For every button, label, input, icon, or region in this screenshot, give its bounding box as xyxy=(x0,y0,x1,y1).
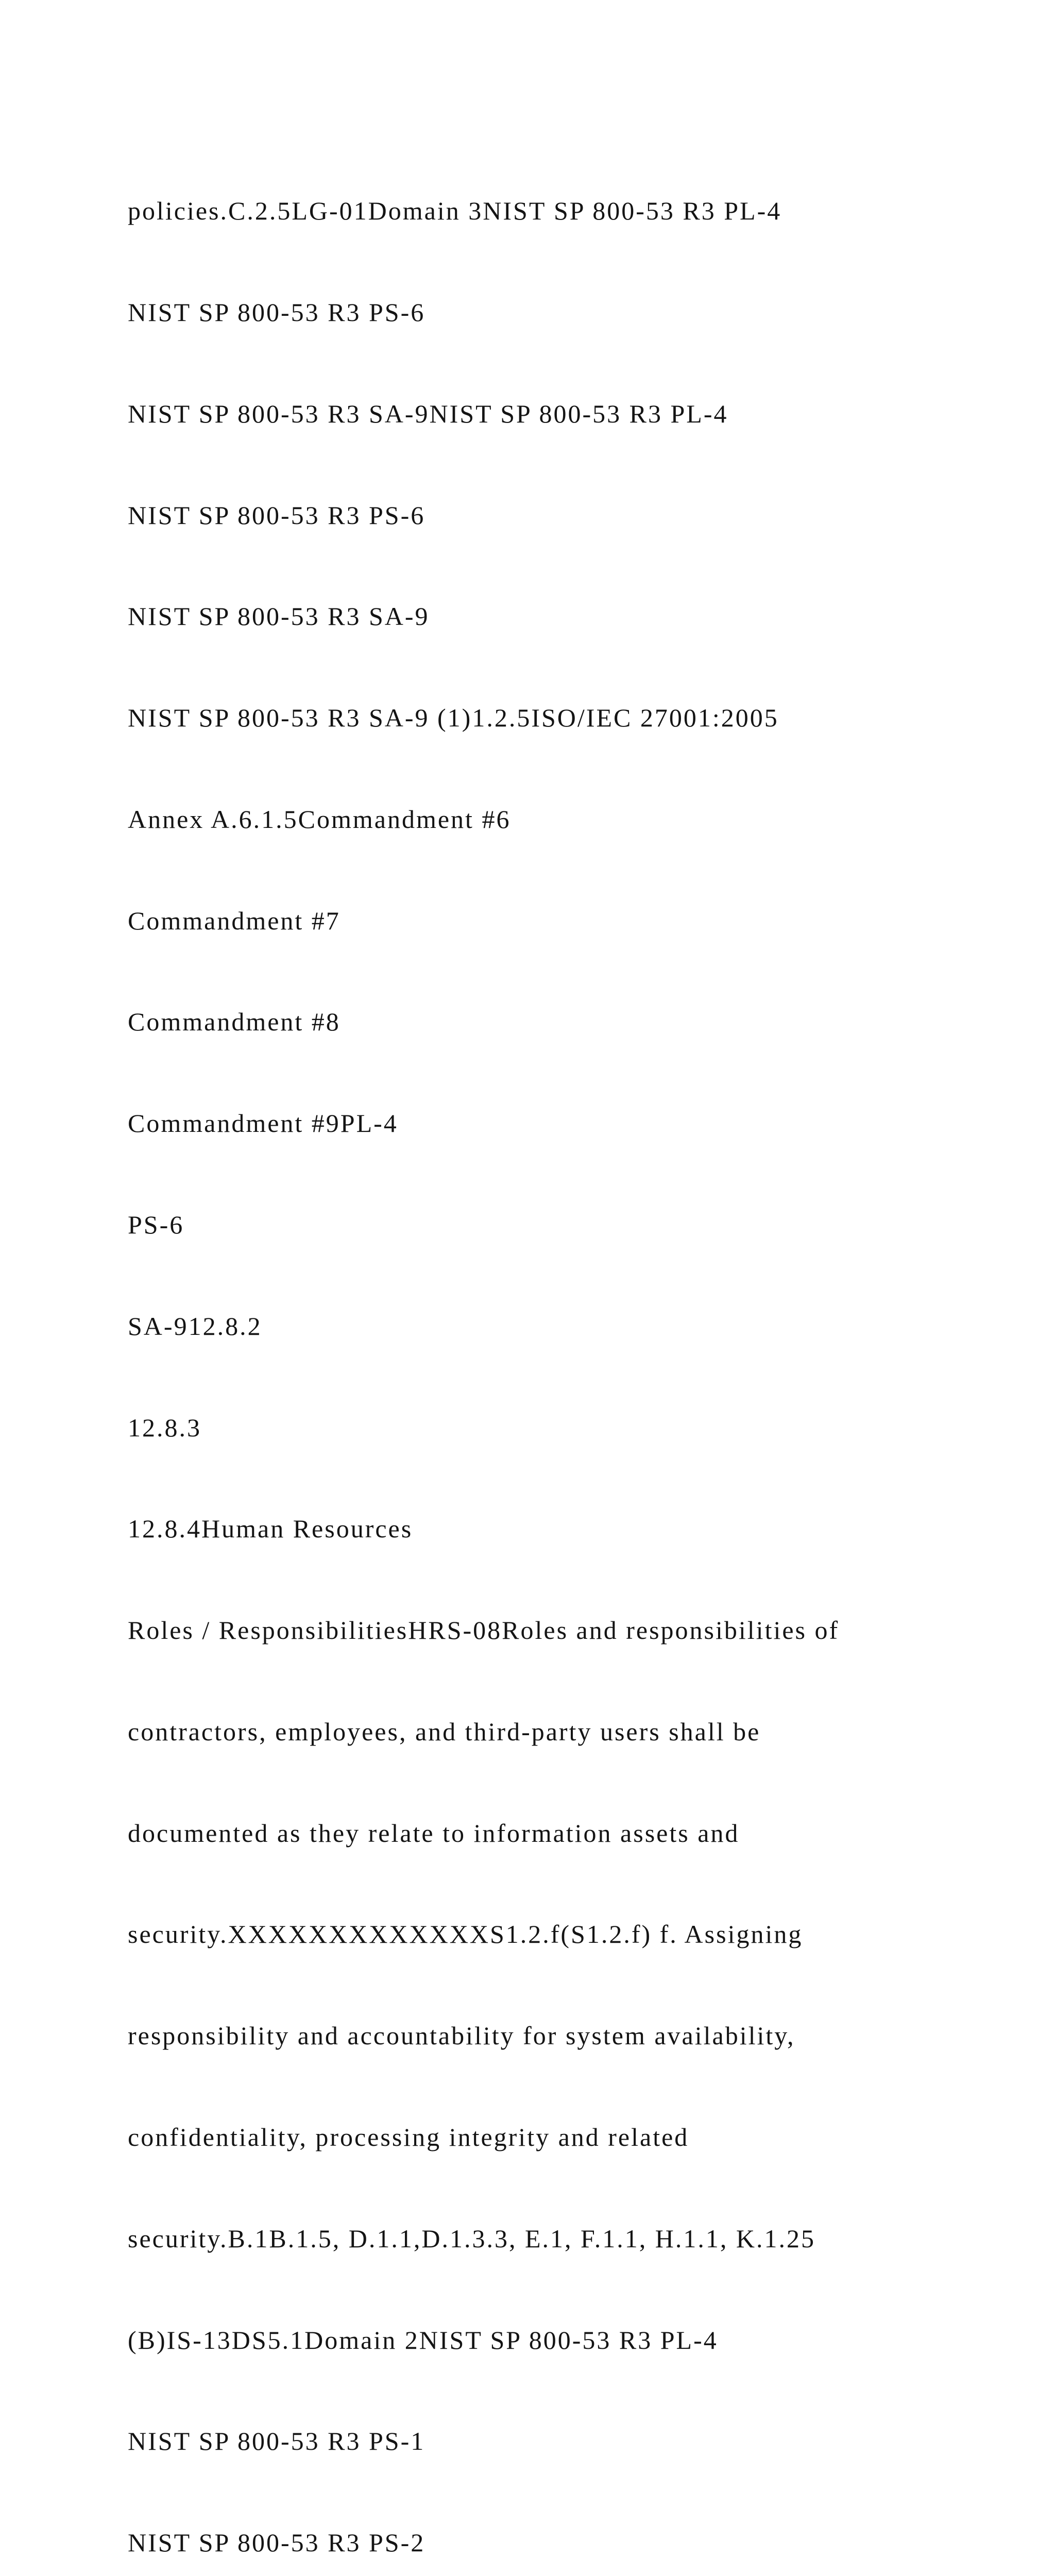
text-line: NIST SP 800-53 R3 PS-1 xyxy=(128,2427,426,2456)
text-line: NIST SP 800-53 R3 SA-9 (1)1.2.5ISO/IEC 27001:2005 xyxy=(128,703,779,733)
text-line: Commandment #9PL-4 xyxy=(128,1109,398,1138)
text-line: security.B.1B.1.5, D.1.1,D.1.3.3, E.1, F.1.1, H.1.1, K.1.25 xyxy=(128,2224,816,2253)
text-line: NIST SP 800-53 R3 PS-2 xyxy=(128,2528,426,2557)
text-line: confidentiality, processing integrity and related xyxy=(128,2123,689,2152)
text-line: contractors, employees, and third-party users shall be xyxy=(128,1717,761,1746)
text-line: Roles / ResponsibilitiesHRS-08Roles and responsibilities of xyxy=(128,1616,840,1645)
text-line: NIST SP 800-53 R3 SA-9NIST SP 800-53 R3 PL-4 xyxy=(128,399,728,428)
text-line: SA-912.8.2 xyxy=(128,1311,262,1341)
text-line: 12.8.3 xyxy=(128,1413,201,1442)
text-line: NIST SP 800-53 R3 SA-9 xyxy=(128,602,430,631)
text-line: 12.8.4Human Resources xyxy=(128,1514,413,1544)
text-line: Annex A.6.1.5Commandment #6 xyxy=(128,804,511,834)
document-text xyxy=(128,127,1034,2576)
text-line: Commandment #7 xyxy=(128,906,341,935)
text-line: PS-6 xyxy=(128,1210,184,1239)
text-line: Commandment #8 xyxy=(128,1007,341,1037)
text-line: NIST SP 800-53 R3 PS-6 xyxy=(128,500,426,530)
text-line: documented as they relate to information assets and xyxy=(128,1818,740,1848)
text-line: policies.C.2.5LG-01Domain 3NIST SP 800-53 R3 PL-4 xyxy=(128,196,782,226)
text-line: (B)IS-13DS5.1Domain 2NIST SP 800-53 R3 PL-4 xyxy=(128,2325,718,2354)
text-line: security.XXXXXXXXXXXXXS1.2.f(S1.2.f) f. Assigning xyxy=(128,1920,803,1949)
text-line: responsibility and accountability for system availability, xyxy=(128,2021,795,2050)
text-line: NIST SP 800-53 R3 PS-6 xyxy=(128,297,426,327)
